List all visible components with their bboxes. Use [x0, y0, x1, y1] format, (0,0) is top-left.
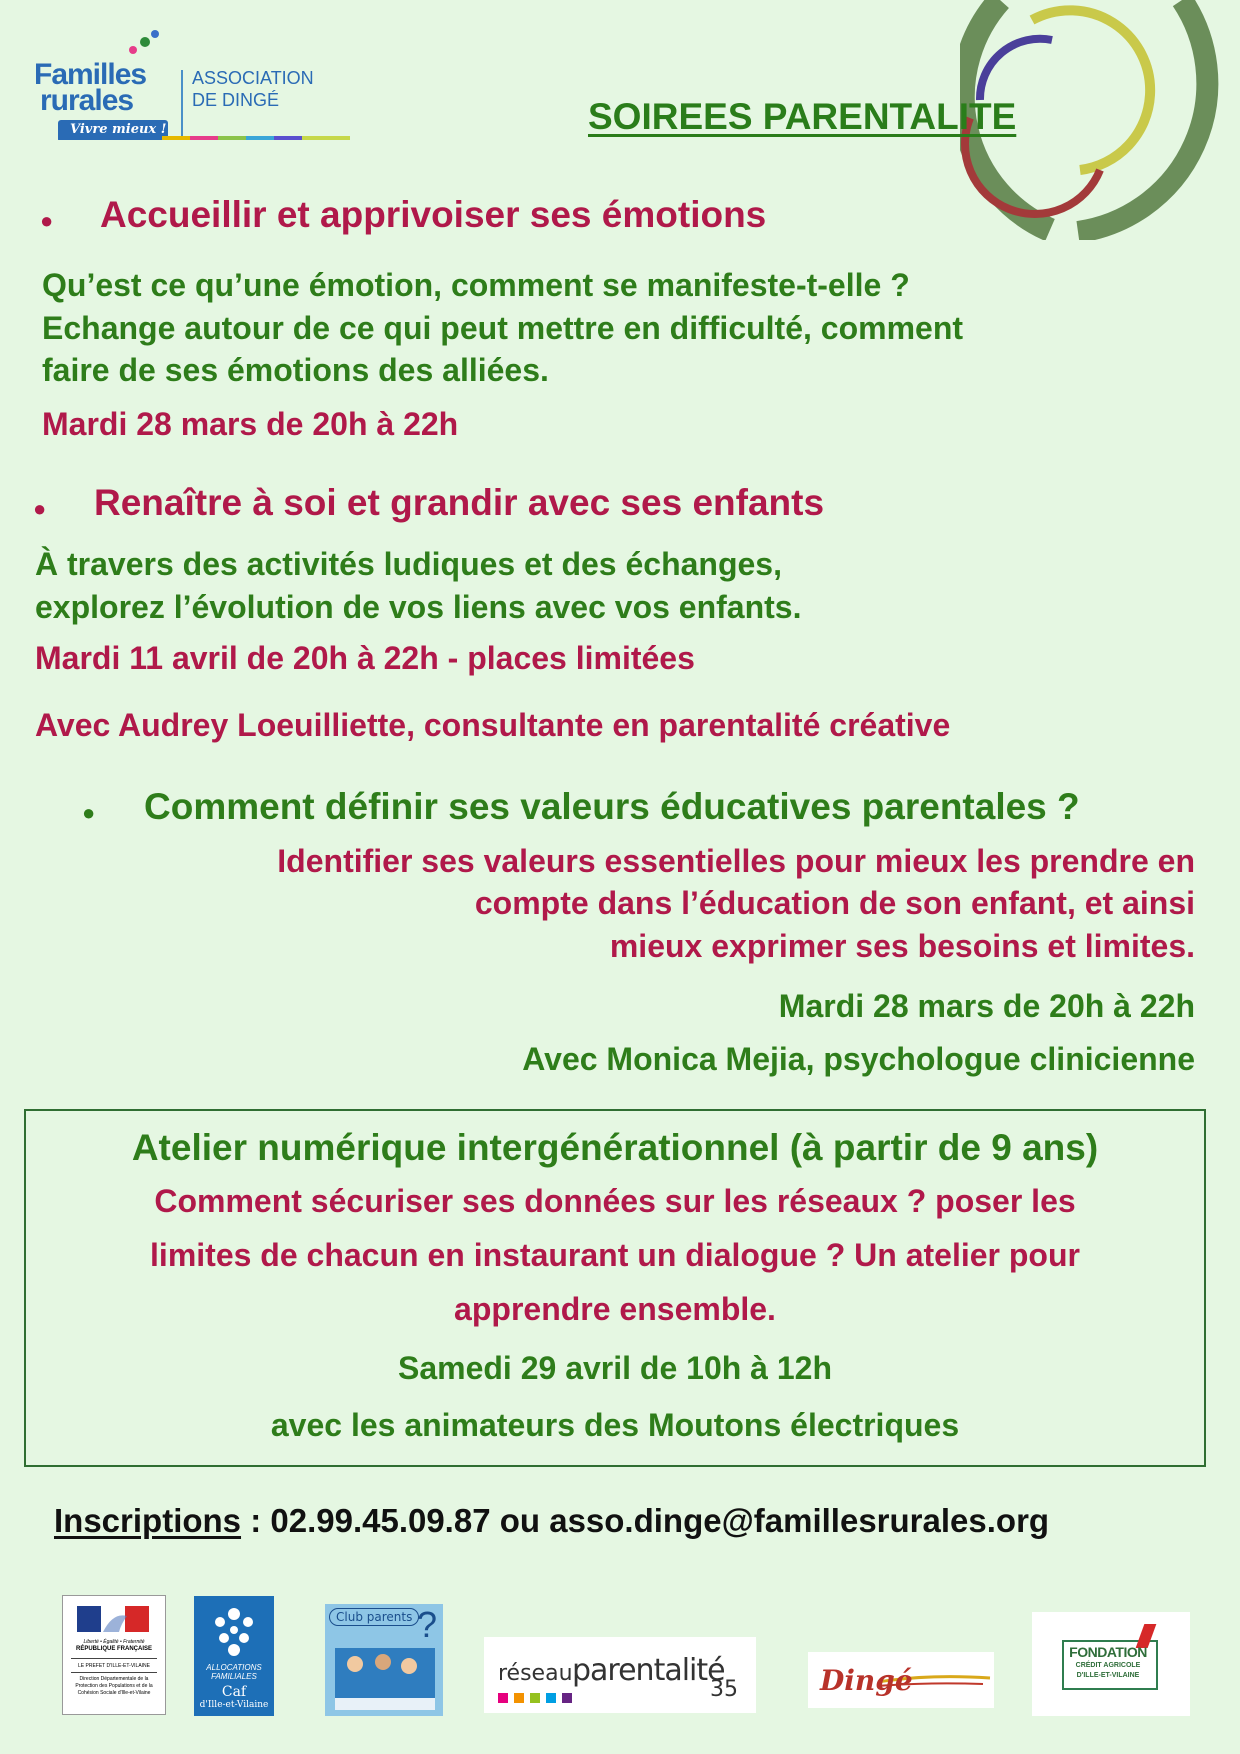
caf-logo: [194, 1596, 274, 1716]
question-mark-icon: ?: [417, 1604, 438, 1645]
section-2-with: Avec Audrey Loeuilliette, consultante en parentalité créative: [35, 707, 951, 743]
atelier-box: [24, 1109, 1206, 1467]
caf-allocations: ALLOCATIONS FAMILIALES: [206, 1663, 262, 1681]
section-1-heading: Accueillir et apprivoiser ses émotions: [100, 194, 767, 235]
prefet-direction: Direction Départementale de la Protection des Populations et de la Cohésion Sociale d'Ille-et-Vilaine: [75, 1676, 153, 1696]
prefet-divider: [71, 1658, 157, 1659]
section-2-line-2: explorez l’évolution de vos liens avec vos enfants.: [35, 589, 802, 625]
fondation-logo: [1032, 1612, 1190, 1716]
familles-rurales-logo: [30, 20, 360, 140]
dinge-logo: [808, 1652, 994, 1708]
club-parents-title: Club parents: [329, 1608, 419, 1626]
color-squares-icon: [498, 1693, 618, 1705]
section-1-line-2: Echange autour de ce qui peut mettre en difficulté, comment: [42, 310, 964, 346]
atelier-heading: Atelier numérique intergénérationnel (à partir de 9 ans): [131, 1127, 1099, 1168]
section-1-date: Mardi 28 mars de 20h à 22h: [42, 406, 459, 442]
inscriptions-line: [54, 1502, 1049, 1540]
prefet-republique: RÉPUBLIQUE FRANÇAISE: [75, 1646, 152, 1652]
caf-people-icon: [194, 1598, 274, 1668]
section-3-line-1: Identifier ses valeurs essentielles pour mieux les prendre en: [277, 843, 1195, 879]
page-title: SOIREES PARENTALITE: [588, 96, 1017, 137]
bullet-icon: ●: [40, 208, 54, 233]
section-3-heading: Comment définir ses valeurs éducatives parentales ?: [144, 786, 1080, 827]
fondation-subtitle: CRÉDIT AGRICOLE: [1075, 1662, 1141, 1669]
prefet-name: LE PREFET D'ILLE-ET-VILAINE: [78, 1663, 150, 1669]
reseau-word: réseau: [498, 1661, 573, 1686]
atelier-line-1: Comment sécuriser ses données sur les réseaux ? poser les: [154, 1183, 1076, 1219]
section-2-date: Mardi 11 avril de 20h à 22h - places limitées: [35, 640, 695, 676]
logo-word-rurales: rurales: [40, 84, 134, 117]
caf-region: d'Ille-et-Vilaine: [199, 1700, 269, 1710]
section-2-line-1: À travers des activités ludiques et des échanges,: [35, 546, 782, 582]
inscriptions-label: Inscriptions: [54, 1502, 242, 1539]
atelier-date: Samedi 29 avril de 10h à 12h: [397, 1350, 832, 1386]
prefet-motto: Liberté • Égalité • Fraternité: [83, 1639, 145, 1645]
section-3-with: Avec Monica Mejia, psychologue clinicienne: [522, 1041, 1195, 1077]
assoc-line-2: DE DINGÉ: [192, 90, 280, 110]
logo-word-familles: Familles: [34, 58, 147, 91]
reseau-parentalite-logo: [484, 1637, 756, 1713]
prefet-divider: [71, 1672, 157, 1673]
section-1-line-1: Qu’est ce qu’une émotion, comment se manifeste-t-elle ?: [42, 267, 910, 303]
bullet-icon: ●: [33, 496, 47, 521]
caf-name: Caf: [221, 1684, 247, 1700]
fondation-region: D'ILLE-ET-VILAINE: [1076, 1672, 1140, 1679]
section-3-line-2: compte dans l’éducation de son enfant, et ainsi: [474, 885, 1195, 921]
atelier-line-3: apprendre ensemble.: [454, 1291, 776, 1327]
section-3-date: Mardi 28 mars de 20h à 22h: [778, 988, 1195, 1024]
children-photo-icon: [325, 1634, 443, 1714]
inscriptions-contact[interactable]: : 02.99.45.09.87 ou asso.dinge@famillesrurales.org: [241, 1502, 1050, 1539]
section-2-heading: Renaître à soi et grandir avec ses enfants: [94, 482, 825, 523]
club-parents-logo: [325, 1604, 443, 1716]
prefet-logo: [62, 1595, 166, 1715]
atelier-line-2: limites de chacun en instaurant un dialogue ? Un atelier pour: [150, 1237, 1080, 1273]
bullet-icon: ●: [82, 800, 96, 825]
marianne-icon: [63, 1602, 165, 1638]
parentalite-word: parentalité: [572, 1653, 725, 1688]
section-1-line-3: faire de ses émotions des alliées.: [42, 352, 549, 388]
atelier-with: avec les animateurs des Moutons électriques: [270, 1407, 960, 1443]
logo-tagline: Vivre mieux !: [70, 122, 167, 137]
reseau-number: 35: [710, 1677, 738, 1702]
fondation-title: FONDATION: [1069, 1644, 1147, 1660]
dinge-word: Dingé: [820, 1664, 913, 1697]
section-3-line-3: mieux exprimer ses besoins et limites.: [609, 928, 1195, 964]
assoc-line-1: ASSOCIATION: [192, 68, 314, 88]
